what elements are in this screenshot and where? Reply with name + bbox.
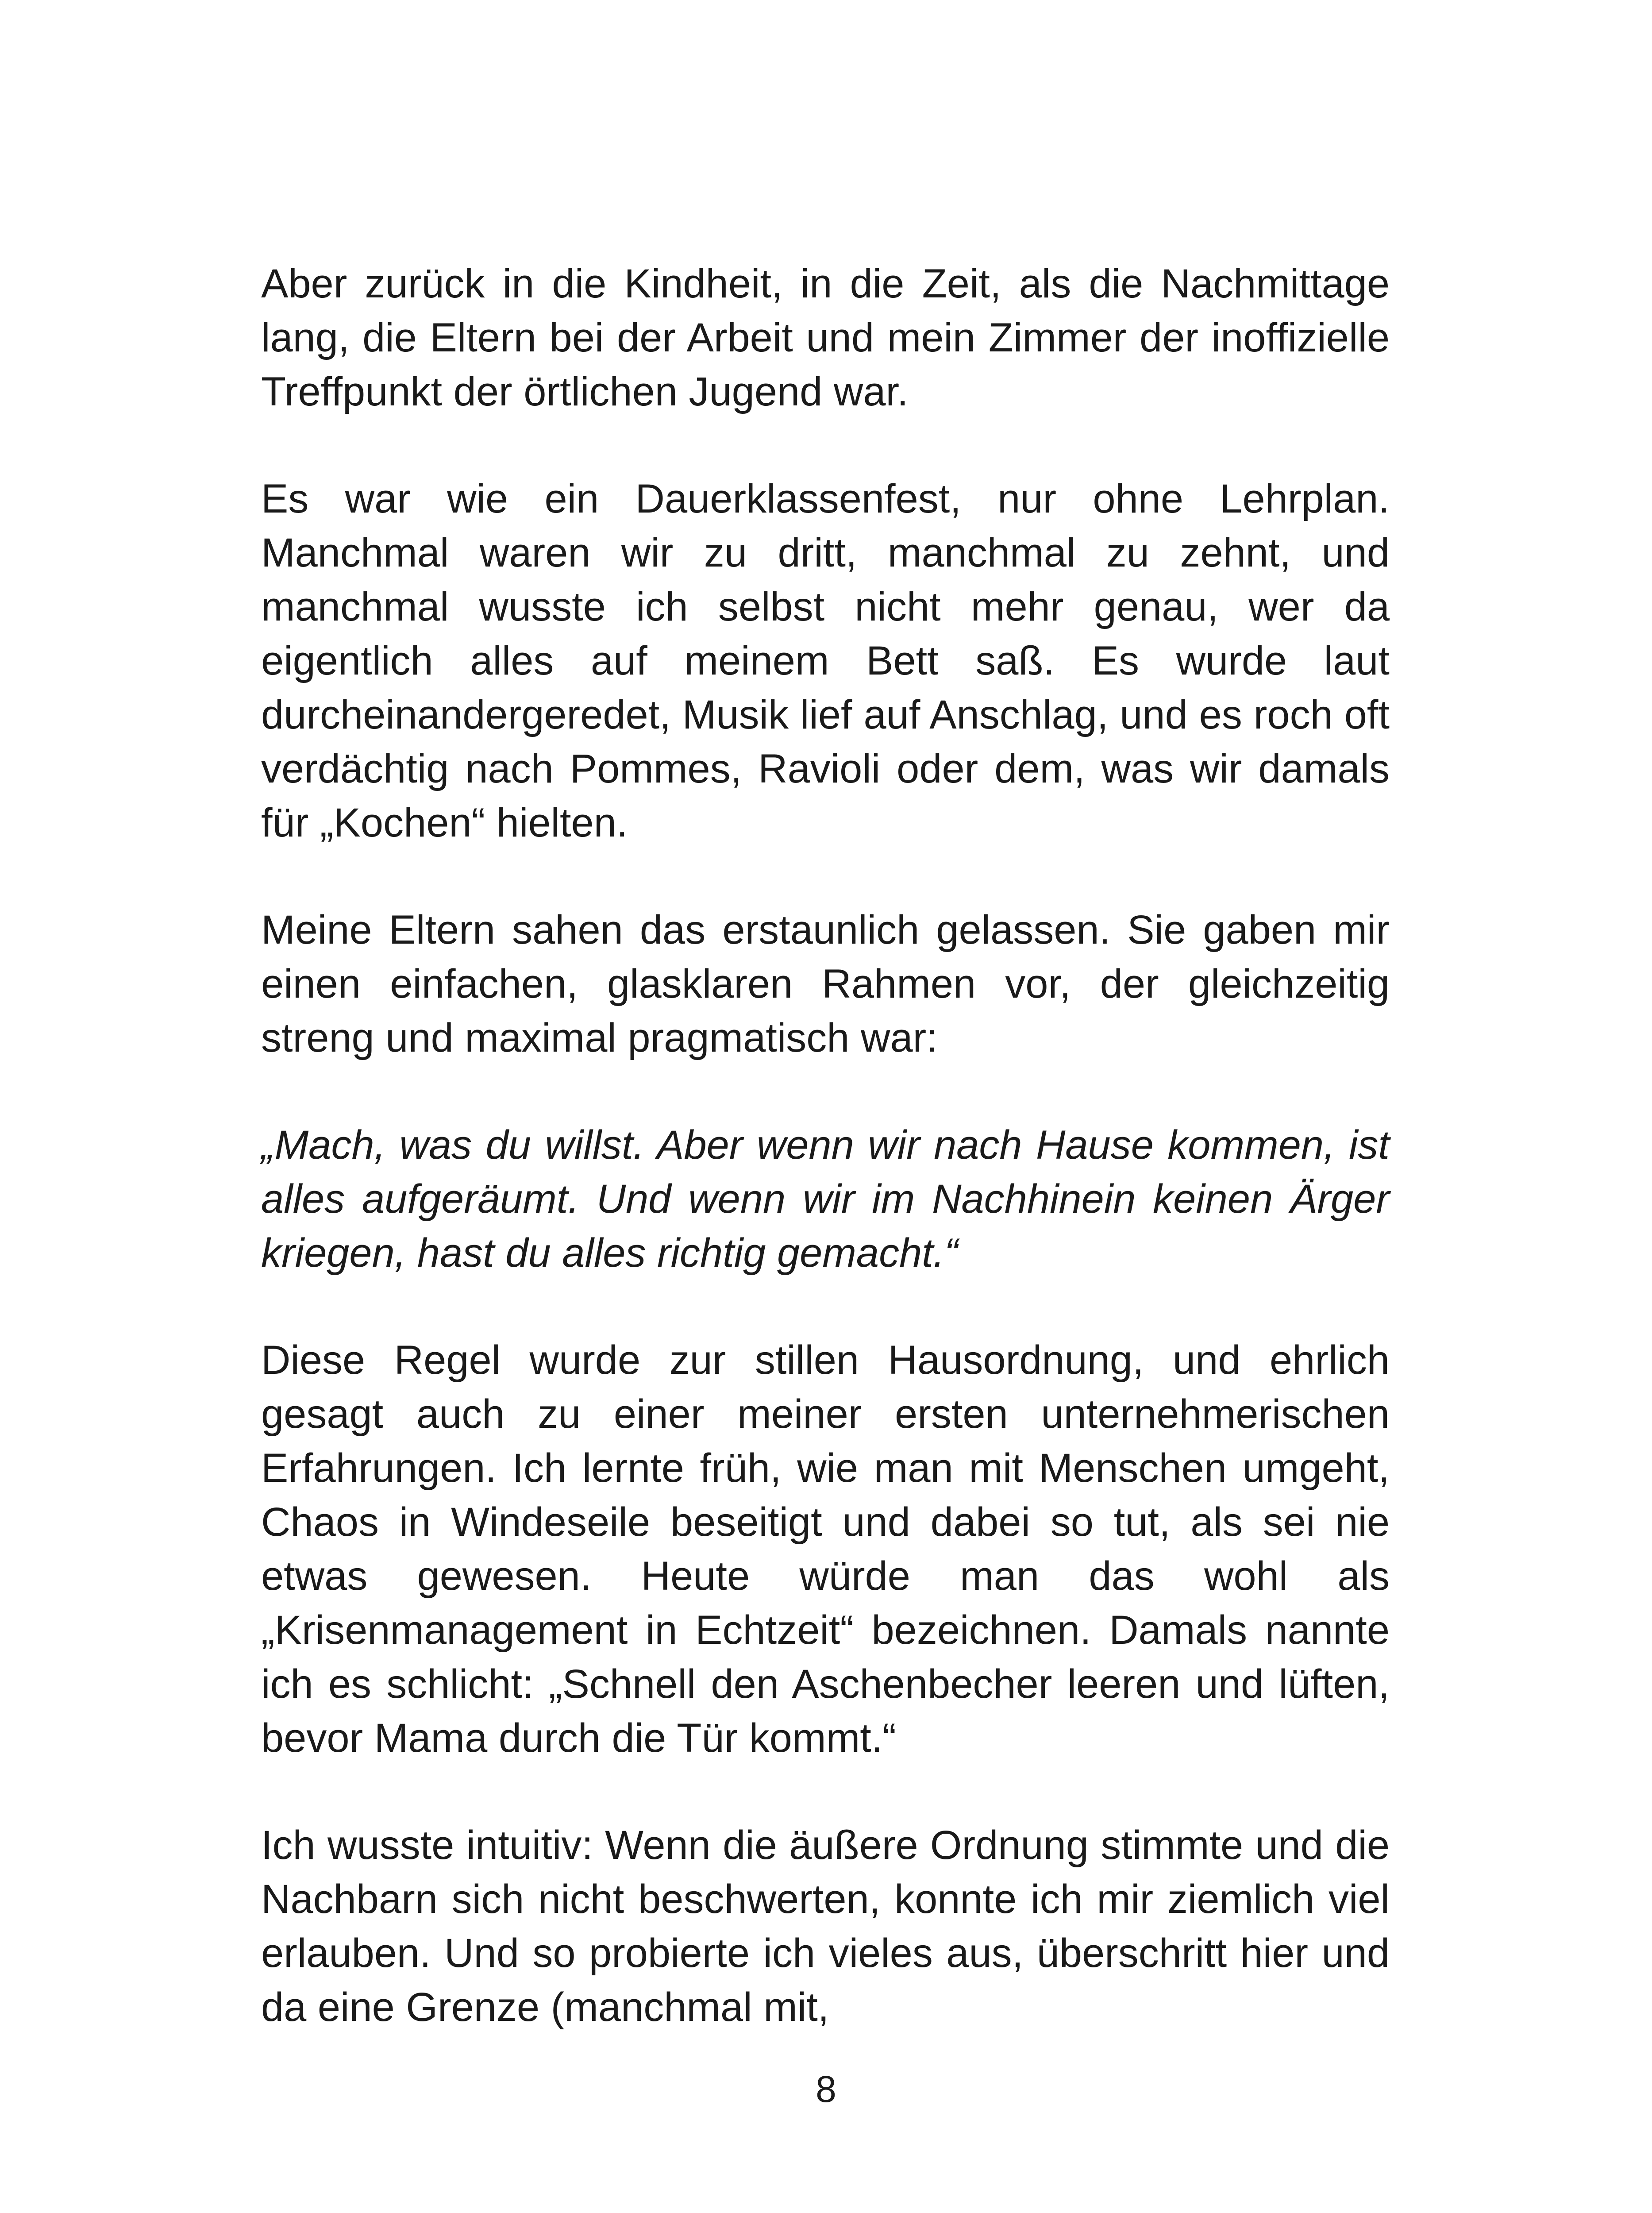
paragraph-house-order: Diese Regel wurde zur stillen Hausordnung, und ehrlich gesagt auch zu einer meiner ersten unternehmerischen Erfahrungen. Ich lernte früh, wie man mit Menschen umgeht, Chaos in Windeseile beseitigt und dabei so tut, als sei nie etwas gewesen. Heute würde man das wohl als „Krisenmanagement in Echtzeit“ bezeichnen. Damals nannte ich es schlicht: „Schnell den Aschenbecher leeren und lüften, bevor Mama durch die Tür kommt.“ [261,1338,1390,1761]
body-text [261,257,1390,2034]
paragraph-room-gatherings: Es war wie ein Dauerklassenfest, nur ohne Lehrplan. Manchmal waren wir zu dritt, manchmal zu zehnt, und manchmal wusste ich selbst nicht mehr genau, wer da eigentlich alles auf meinem Bett saß. Es wurde laut durcheinandergeredet, Musik lief auf Anschlag, und es roch oft verdächtig nach Pommes, Ravioli oder dem, was wir damals für „Kochen“ hielten. [261,476,1390,845]
paragraph-childhood-intro: Aber zurück in die Kindheit, in die Zeit, als die Nachmittage lang, die Eltern bei der Arbeit und mein Zimmer der inoffizielle Treffpunkt der örtlichen Jugend war. [261,261,1390,414]
paragraph-parents-rule: Meine Eltern sahen das erstaunlich gelassen. Sie gaben mir einen einfachen, glasklaren Rahmen vor, der gleichzeitig streng und maximal pragmatisch war: [261,907,1390,1060]
paragraph-parents-quote: „Mach, was du willst. Aber wenn wir nach Hause kommen, ist alles aufgeräumt. Und wenn wir im Nachhinein keinen Ärger kriegen, hast du alles richtig gemacht.“ [261,1122,1390,1276]
paragraph-intuition: Ich wusste intuitiv: Wenn die äußere Ordnung stimmte und die Nachbarn sich nicht beschwerten, konnte ich mir ziemlich viel erlauben. Und so probierte ich vieles aus, überschritt hier und da eine Grenze (manchmal mit, [261,1823,1390,2030]
page-number: 8 [816,2068,836,2110]
